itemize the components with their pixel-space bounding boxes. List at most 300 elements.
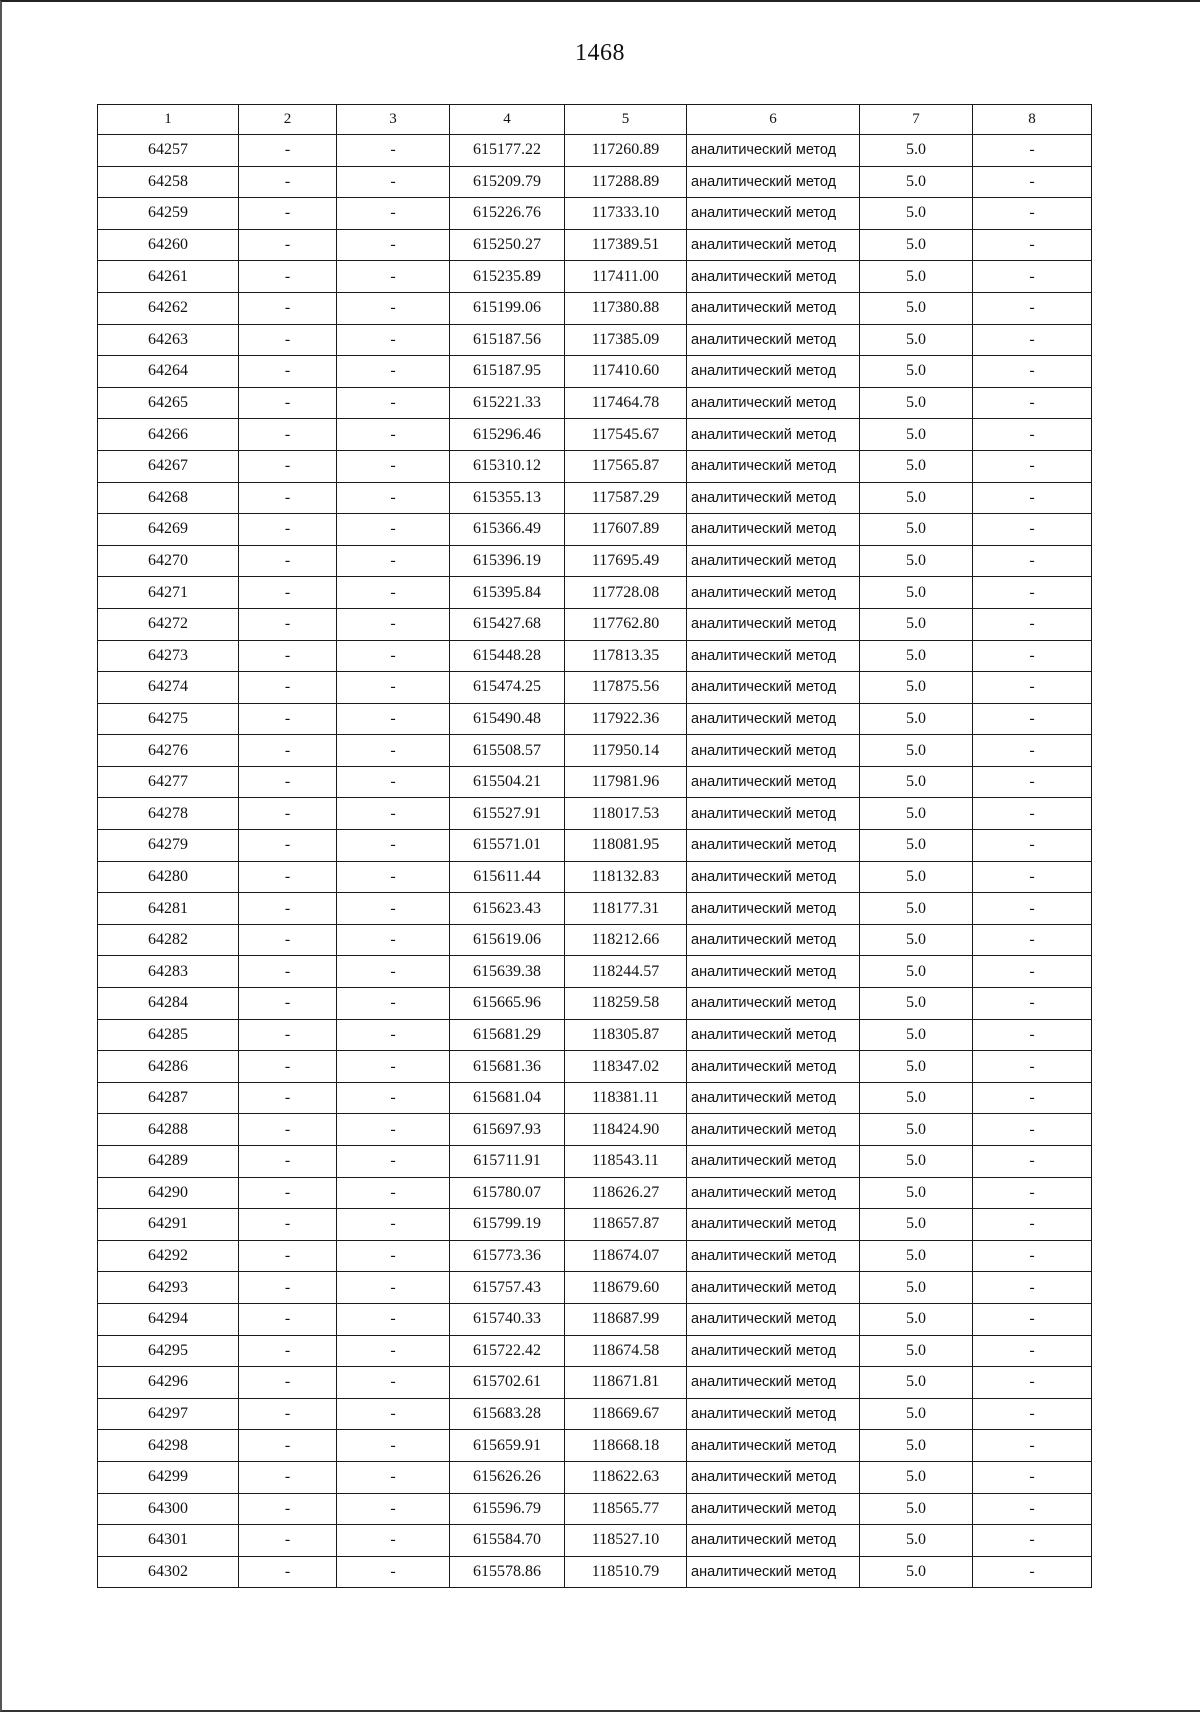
cell-coord-y: 117333.10 [565, 198, 687, 230]
cell-point-number: 64290 [98, 1177, 239, 1209]
cell-point-number: 64283 [98, 956, 239, 988]
cell-point-number: 64281 [98, 893, 239, 925]
cell-col-8: - [973, 1556, 1092, 1588]
cell-col-2: - [239, 861, 337, 893]
cell-col-3: - [337, 292, 450, 324]
cell-col-8: - [973, 988, 1092, 1020]
cell-method: аналитический метод [687, 356, 860, 388]
cell-accuracy: 5.0 [860, 640, 973, 672]
cell-col-2: - [239, 261, 337, 293]
table-row [98, 387, 1092, 419]
cell-col-3: - [337, 1303, 450, 1335]
cell-method: аналитический метод [687, 1335, 860, 1367]
cell-col-8: - [973, 1303, 1092, 1335]
cell-coord-y: 118669.67 [565, 1398, 687, 1430]
cell-col-3: - [337, 482, 450, 514]
cell-col-8: - [973, 229, 1092, 261]
cell-col-2: - [239, 545, 337, 577]
cell-col-2: - [239, 1019, 337, 1051]
cell-coord-y: 118622.63 [565, 1461, 687, 1493]
cell-coord-x: 615474.25 [450, 672, 565, 704]
cell-col-8: - [973, 135, 1092, 167]
cell-coord-x: 615527.91 [450, 798, 565, 830]
cell-col-2: - [239, 1303, 337, 1335]
cell-coord-x: 615711.91 [450, 1146, 565, 1178]
cell-coord-x: 615623.43 [450, 893, 565, 925]
table-row [98, 1177, 1092, 1209]
cell-col-8: - [973, 1082, 1092, 1114]
cell-method: аналитический метод [687, 324, 860, 356]
cell-accuracy: 5.0 [860, 1177, 973, 1209]
cell-col-8: - [973, 1367, 1092, 1399]
cell-point-number: 64292 [98, 1240, 239, 1272]
cell-coord-x: 615757.43 [450, 1272, 565, 1304]
cell-method: аналитический метод [687, 1398, 860, 1430]
cell-col-3: - [337, 1209, 450, 1241]
cell-method: аналитический метод [687, 1525, 860, 1557]
cell-method: аналитический метод [687, 703, 860, 735]
cell-method: аналитический метод [687, 545, 860, 577]
table-row [98, 703, 1092, 735]
table-row [98, 924, 1092, 956]
cell-coord-y: 117950.14 [565, 735, 687, 767]
cell-col-8: - [973, 1019, 1092, 1051]
cell-coord-x: 615780.07 [450, 1177, 565, 1209]
table-row [98, 1367, 1092, 1399]
cell-col-2: - [239, 1430, 337, 1462]
cell-coord-x: 615355.13 [450, 482, 565, 514]
cell-col-3: - [337, 893, 450, 925]
cell-accuracy: 5.0 [860, 1272, 973, 1304]
cell-coord-x: 615296.46 [450, 419, 565, 451]
cell-method: аналитический метод [687, 1367, 860, 1399]
cell-coord-y: 118212.66 [565, 924, 687, 956]
cell-accuracy: 5.0 [860, 292, 973, 324]
cell-coord-x: 615659.91 [450, 1430, 565, 1462]
cell-accuracy: 5.0 [860, 1051, 973, 1083]
cell-accuracy: 5.0 [860, 1493, 973, 1525]
cell-coord-y: 118565.77 [565, 1493, 687, 1525]
cell-coord-y: 118259.58 [565, 988, 687, 1020]
cell-coord-x: 615722.42 [450, 1335, 565, 1367]
cell-accuracy: 5.0 [860, 1146, 973, 1178]
cell-col-2: - [239, 135, 337, 167]
cell-method: аналитический метод [687, 893, 860, 925]
table-row [98, 482, 1092, 514]
cell-accuracy: 5.0 [860, 798, 973, 830]
cell-col-2: - [239, 608, 337, 640]
cell-col-3: - [337, 1177, 450, 1209]
cell-col-8: - [973, 735, 1092, 767]
table-row [98, 1240, 1092, 1272]
cell-accuracy: 5.0 [860, 988, 973, 1020]
cell-col-2: - [239, 1493, 337, 1525]
cell-method: аналитический метод [687, 766, 860, 798]
cell-col-8: - [973, 166, 1092, 198]
cell-method: аналитический метод [687, 1146, 860, 1178]
cell-accuracy: 5.0 [860, 830, 973, 862]
column-header-8: 8 [973, 105, 1092, 135]
cell-method: аналитический метод [687, 1209, 860, 1241]
cell-col-3: - [337, 1051, 450, 1083]
cell-col-8: - [973, 1177, 1092, 1209]
cell-point-number: 64268 [98, 482, 239, 514]
cell-method: аналитический метод [687, 640, 860, 672]
table-row [98, 608, 1092, 640]
cell-coord-x: 615187.56 [450, 324, 565, 356]
cell-accuracy: 5.0 [860, 1209, 973, 1241]
cell-accuracy: 5.0 [860, 924, 973, 956]
cell-coord-y: 118668.18 [565, 1430, 687, 1462]
cell-coord-y: 117565.87 [565, 450, 687, 482]
cell-coord-x: 615235.89 [450, 261, 565, 293]
cell-col-3: - [337, 1398, 450, 1430]
cell-accuracy: 5.0 [860, 956, 973, 988]
cell-col-8: - [973, 798, 1092, 830]
table-row [98, 166, 1092, 198]
cell-coord-x: 615504.21 [450, 766, 565, 798]
cell-col-8: - [973, 1525, 1092, 1557]
cell-point-number: 64262 [98, 292, 239, 324]
cell-coord-x: 615395.84 [450, 577, 565, 609]
cell-col-3: - [337, 608, 450, 640]
cell-coord-x: 615626.26 [450, 1461, 565, 1493]
cell-col-8: - [973, 419, 1092, 451]
cell-coord-y: 118347.02 [565, 1051, 687, 1083]
cell-col-3: - [337, 135, 450, 167]
cell-col-2: - [239, 324, 337, 356]
cell-col-2: - [239, 577, 337, 609]
table-body [98, 135, 1092, 1588]
cell-point-number: 64282 [98, 924, 239, 956]
cell-coord-y: 118424.90 [565, 1114, 687, 1146]
cell-col-8: - [973, 387, 1092, 419]
cell-point-number: 64267 [98, 450, 239, 482]
column-header-2: 2 [239, 105, 337, 135]
cell-col-8: - [973, 198, 1092, 230]
cell-accuracy: 5.0 [860, 1461, 973, 1493]
cell-point-number: 64274 [98, 672, 239, 704]
cell-accuracy: 5.0 [860, 514, 973, 546]
cell-col-8: - [973, 1335, 1092, 1367]
cell-col-3: - [337, 577, 450, 609]
cell-point-number: 64300 [98, 1493, 239, 1525]
cell-method: аналитический метод [687, 229, 860, 261]
cell-col-3: - [337, 514, 450, 546]
cell-point-number: 64272 [98, 608, 239, 640]
cell-coord-y: 117545.67 [565, 419, 687, 451]
cell-point-number: 64286 [98, 1051, 239, 1083]
cell-col-2: - [239, 798, 337, 830]
cell-coord-y: 117411.00 [565, 261, 687, 293]
cell-accuracy: 5.0 [860, 1019, 973, 1051]
cell-col-8: - [973, 356, 1092, 388]
cell-col-3: - [337, 830, 450, 862]
cell-col-2: - [239, 1461, 337, 1493]
column-header-7: 7 [860, 105, 973, 135]
cell-method: аналитический метод [687, 450, 860, 482]
cell-method: аналитический метод [687, 956, 860, 988]
cell-col-2: - [239, 1146, 337, 1178]
cell-point-number: 64298 [98, 1430, 239, 1462]
cell-method: аналитический метод [687, 988, 860, 1020]
cell-coord-y: 118671.81 [565, 1367, 687, 1399]
cell-col-3: - [337, 988, 450, 1020]
cell-accuracy: 5.0 [860, 356, 973, 388]
cell-method: аналитический метод [687, 198, 860, 230]
cell-point-number: 64284 [98, 988, 239, 1020]
cell-col-2: - [239, 1177, 337, 1209]
cell-method: аналитический метод [687, 1303, 860, 1335]
cell-coord-y: 117813.35 [565, 640, 687, 672]
table-row [98, 1430, 1092, 1462]
cell-col-2: - [239, 766, 337, 798]
cell-point-number: 64285 [98, 1019, 239, 1051]
cell-point-number: 64280 [98, 861, 239, 893]
table-row [98, 324, 1092, 356]
cell-accuracy: 5.0 [860, 1556, 973, 1588]
cell-coord-y: 118674.07 [565, 1240, 687, 1272]
cell-method: аналитический метод [687, 1082, 860, 1114]
cell-accuracy: 5.0 [860, 1398, 973, 1430]
cell-coord-y: 117922.36 [565, 703, 687, 735]
cell-point-number: 64273 [98, 640, 239, 672]
cell-coord-y: 117762.80 [565, 608, 687, 640]
cell-coord-x: 615187.95 [450, 356, 565, 388]
cell-coord-y: 117288.89 [565, 166, 687, 198]
cell-col-2: - [239, 1082, 337, 1114]
cell-method: аналитический метод [687, 577, 860, 609]
cell-accuracy: 5.0 [860, 1367, 973, 1399]
cell-method: аналитический метод [687, 419, 860, 451]
cell-point-number: 64291 [98, 1209, 239, 1241]
cell-method: аналитический метод [687, 166, 860, 198]
table-row [98, 514, 1092, 546]
cell-coord-y: 117464.78 [565, 387, 687, 419]
cell-col-2: - [239, 703, 337, 735]
cell-coord-x: 615639.38 [450, 956, 565, 988]
cell-col-3: - [337, 1019, 450, 1051]
cell-col-3: - [337, 1493, 450, 1525]
cell-method: аналитический метод [687, 1493, 860, 1525]
cell-method: аналитический метод [687, 1240, 860, 1272]
cell-col-3: - [337, 1082, 450, 1114]
cell-coord-y: 117587.29 [565, 482, 687, 514]
cell-accuracy: 5.0 [860, 261, 973, 293]
page-number: 1468 [575, 40, 625, 66]
cell-col-3: - [337, 419, 450, 451]
cell-coord-x: 615571.01 [450, 830, 565, 862]
cell-col-3: - [337, 261, 450, 293]
table-row [98, 1146, 1092, 1178]
cell-method: аналитический метод [687, 608, 860, 640]
cell-accuracy: 5.0 [860, 482, 973, 514]
cell-accuracy: 5.0 [860, 1114, 973, 1146]
cell-coord-y: 118510.79 [565, 1556, 687, 1588]
cell-coord-y: 118132.83 [565, 861, 687, 893]
table-row [98, 1493, 1092, 1525]
table-row [98, 893, 1092, 925]
cell-point-number: 64275 [98, 703, 239, 735]
cell-point-number: 64260 [98, 229, 239, 261]
cell-accuracy: 5.0 [860, 735, 973, 767]
cell-method: аналитический метод [687, 1461, 860, 1493]
cell-col-3: - [337, 1461, 450, 1493]
cell-point-number: 64263 [98, 324, 239, 356]
table-row [98, 545, 1092, 577]
cell-point-number: 64297 [98, 1398, 239, 1430]
cell-point-number: 64276 [98, 735, 239, 767]
cell-col-2: - [239, 1367, 337, 1399]
cell-coord-x: 615199.06 [450, 292, 565, 324]
cell-col-8: - [973, 672, 1092, 704]
cell-coord-y: 117875.56 [565, 672, 687, 704]
cell-coord-y: 118687.99 [565, 1303, 687, 1335]
cell-coord-x: 615683.28 [450, 1398, 565, 1430]
cell-coord-x: 615490.48 [450, 703, 565, 735]
cell-col-3: - [337, 672, 450, 704]
cell-coord-y: 118626.27 [565, 1177, 687, 1209]
cell-col-2: - [239, 1335, 337, 1367]
cell-coord-y: 117260.89 [565, 135, 687, 167]
cell-method: аналитический метод [687, 798, 860, 830]
cell-method: аналитический метод [687, 735, 860, 767]
cell-col-2: - [239, 640, 337, 672]
cell-col-8: - [973, 861, 1092, 893]
cell-col-3: - [337, 766, 450, 798]
table-row [98, 1114, 1092, 1146]
cell-col-2: - [239, 229, 337, 261]
cell-col-2: - [239, 893, 337, 925]
cell-coord-x: 615250.27 [450, 229, 565, 261]
cell-coord-x: 615366.49 [450, 514, 565, 546]
cell-col-8: - [973, 1461, 1092, 1493]
cell-point-number: 64301 [98, 1525, 239, 1557]
cell-col-2: - [239, 1525, 337, 1557]
cell-accuracy: 5.0 [860, 672, 973, 704]
table-row [98, 735, 1092, 767]
cell-coord-y: 118543.11 [565, 1146, 687, 1178]
cell-coord-y: 117607.89 [565, 514, 687, 546]
cell-coord-x: 615697.93 [450, 1114, 565, 1146]
table-row [98, 640, 1092, 672]
cell-coord-y: 118081.95 [565, 830, 687, 862]
table-row [98, 1461, 1092, 1493]
table-row [98, 1303, 1092, 1335]
cell-col-2: - [239, 672, 337, 704]
cell-col-8: - [973, 956, 1092, 988]
cell-col-8: - [973, 1272, 1092, 1304]
cell-coord-x: 615226.76 [450, 198, 565, 230]
cell-method: аналитический метод [687, 135, 860, 167]
cell-col-2: - [239, 1051, 337, 1083]
table-row [98, 830, 1092, 862]
cell-col-2: - [239, 1272, 337, 1304]
cell-coord-y: 117728.08 [565, 577, 687, 609]
cell-col-3: - [337, 924, 450, 956]
cell-col-8: - [973, 830, 1092, 862]
cell-col-2: - [239, 924, 337, 956]
cell-method: аналитический метод [687, 514, 860, 546]
cell-point-number: 64259 [98, 198, 239, 230]
cell-method: аналитический метод [687, 387, 860, 419]
cell-col-3: - [337, 1525, 450, 1557]
cell-col-2: - [239, 1114, 337, 1146]
cell-accuracy: 5.0 [860, 324, 973, 356]
cell-point-number: 64258 [98, 166, 239, 198]
cell-method: аналитический метод [687, 861, 860, 893]
cell-col-3: - [337, 545, 450, 577]
cell-col-3: - [337, 1240, 450, 1272]
cell-accuracy: 5.0 [860, 387, 973, 419]
table-row [98, 292, 1092, 324]
cell-coord-y: 118657.87 [565, 1209, 687, 1241]
cell-coord-x: 615427.68 [450, 608, 565, 640]
cell-coord-x: 615611.44 [450, 861, 565, 893]
cell-col-8: - [973, 1209, 1092, 1241]
cell-col-8: - [973, 261, 1092, 293]
table-row [98, 1525, 1092, 1557]
cell-point-number: 64277 [98, 766, 239, 798]
cell-col-2: - [239, 988, 337, 1020]
cell-method: аналитический метод [687, 482, 860, 514]
coordinates-table [97, 104, 1092, 1588]
cell-coord-y: 118177.31 [565, 893, 687, 925]
cell-method: аналитический метод [687, 1051, 860, 1083]
cell-accuracy: 5.0 [860, 135, 973, 167]
cell-accuracy: 5.0 [860, 198, 973, 230]
column-header-4: 4 [450, 105, 565, 135]
cell-col-2: - [239, 356, 337, 388]
cell-point-number: 64302 [98, 1556, 239, 1588]
cell-col-2: - [239, 198, 337, 230]
cell-coord-x: 615310.12 [450, 450, 565, 482]
cell-coord-y: 117389.51 [565, 229, 687, 261]
table-row [98, 198, 1092, 230]
cell-accuracy: 5.0 [860, 1303, 973, 1335]
cell-col-8: - [973, 1240, 1092, 1272]
cell-accuracy: 5.0 [860, 703, 973, 735]
cell-coord-x: 615619.06 [450, 924, 565, 956]
cell-coord-y: 117385.09 [565, 324, 687, 356]
table-row [98, 577, 1092, 609]
cell-col-8: - [973, 292, 1092, 324]
cell-col-3: - [337, 1367, 450, 1399]
cell-col-3: - [337, 956, 450, 988]
cell-method: аналитический метод [687, 1556, 860, 1588]
cell-col-2: - [239, 166, 337, 198]
cell-method: аналитический метод [687, 1430, 860, 1462]
column-header-5: 5 [565, 105, 687, 135]
cell-accuracy: 5.0 [860, 861, 973, 893]
cell-col-3: - [337, 640, 450, 672]
cell-coord-x: 615578.86 [450, 1556, 565, 1588]
cell-col-8: - [973, 640, 1092, 672]
cell-accuracy: 5.0 [860, 1240, 973, 1272]
cell-method: аналитический метод [687, 672, 860, 704]
cell-method: аналитический метод [687, 261, 860, 293]
cell-col-3: - [337, 703, 450, 735]
cell-point-number: 64264 [98, 356, 239, 388]
cell-point-number: 64289 [98, 1146, 239, 1178]
column-header-6: 6 [687, 105, 860, 135]
cell-coord-x: 615508.57 [450, 735, 565, 767]
cell-accuracy: 5.0 [860, 229, 973, 261]
cell-coord-y: 118679.60 [565, 1272, 687, 1304]
cell-coord-x: 615596.79 [450, 1493, 565, 1525]
cell-col-3: - [337, 1272, 450, 1304]
cell-col-3: - [337, 798, 450, 830]
